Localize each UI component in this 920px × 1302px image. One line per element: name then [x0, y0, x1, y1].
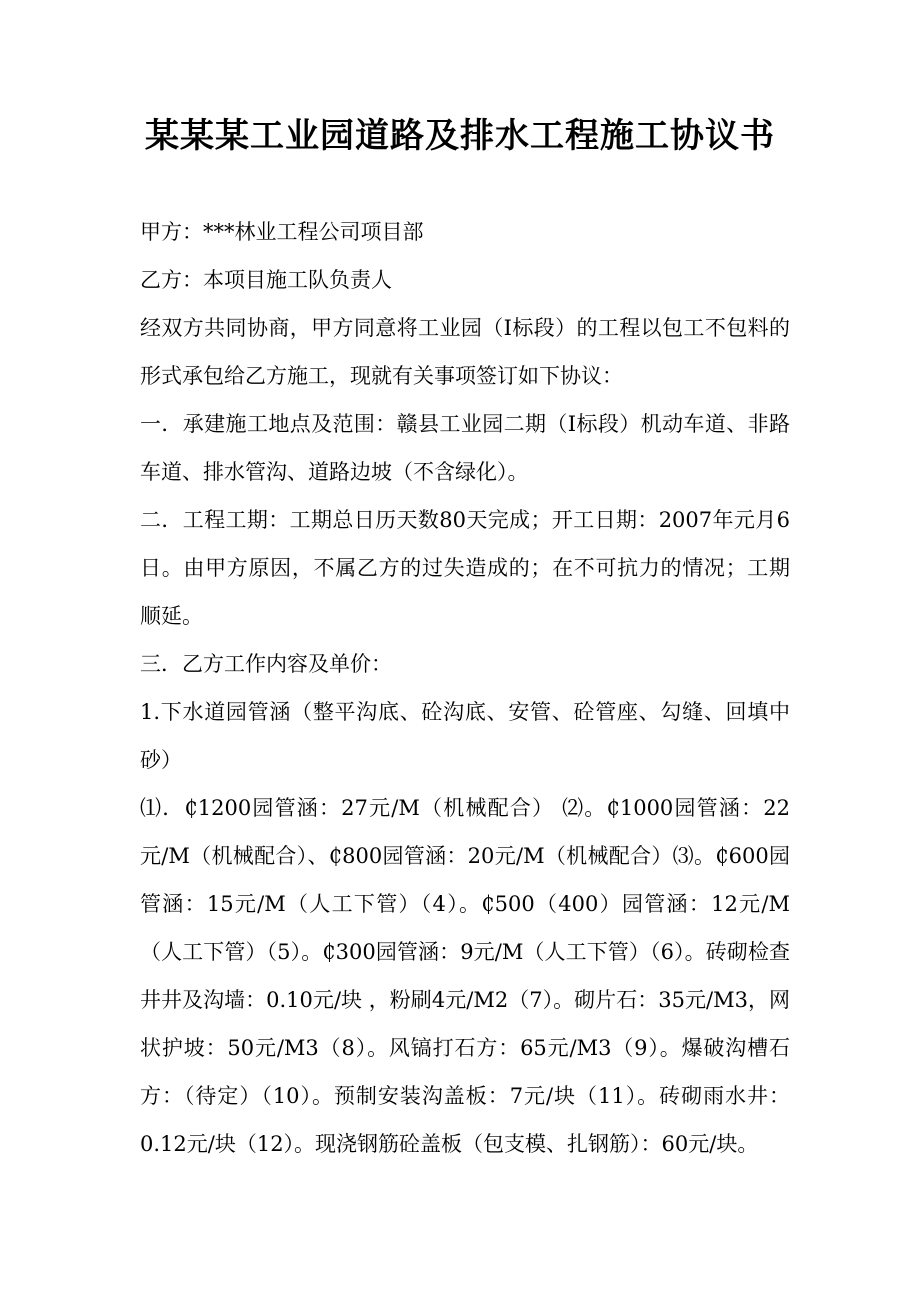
document-title: 某某某工业园道路及排水工程施工协议书 — [145, 116, 775, 156]
party-b-line: 乙方：本项目施工队负责人 — [140, 268, 392, 292]
item-1-sewer-culvert: 1.下水道园管涵（整平沟底、砼沟底、安管、砼管座、勾缝、回填中砂） — [140, 700, 790, 772]
clause-3-heading: 三．乙方工作内容及单价： — [140, 652, 392, 676]
document-body — [140, 208, 790, 1168]
party-a-line: 甲方：***林业工程公司项目部 — [140, 220, 424, 244]
clause-2-schedule: 二．工程工期：工期总日历天数80天完成；开工日期：2007年元月6日。由甲方原因，不属乙方的过失造成的；在不可抗力的情况；工期顺延。 — [140, 508, 790, 628]
agreement-intro-paragraph: 经双方共同协商，甲方同意将工业园（Ⅰ标段）的工程以包工不包料的形式承包给乙方施工，现就有关事项签订如下协议： — [140, 316, 790, 388]
unit-price-list: ⑴．₵1200园管涵：27元/M（机械配合） ⑵。₵1000园管涵：22元/M（机械配合）、₵800园管涵：20元/M（机械配合）⑶。₵600园管涵：15元/M（人工下管）（4）。₵500（400）园管涵：12元/M（人工下管）（5）。₵300园管涵：9元/M（人工下管）（6）。砖砌检查井井及沟墙：0.10元/块 ，粉刷4元/M2（7）。砌片石：35元/M3，网状护坡：50元/M3（8）。风镐打石方：65元/M3（9）。爆破沟槽石方：（待定）（10）。预制安装沟盖板：7元/块（11）。砖砌雨水井：0.12元/块（12）。现浇钢筋砼盖板（包支模、扎钢筋）：60元/块。 — [140, 796, 790, 1156]
clause-1-scope: 一．承建施工地点及范围：赣县工业园二期（Ⅰ标段）机动车道、非路车道、排水管沟、道路边坡（不含绿化）。 — [140, 412, 790, 484]
